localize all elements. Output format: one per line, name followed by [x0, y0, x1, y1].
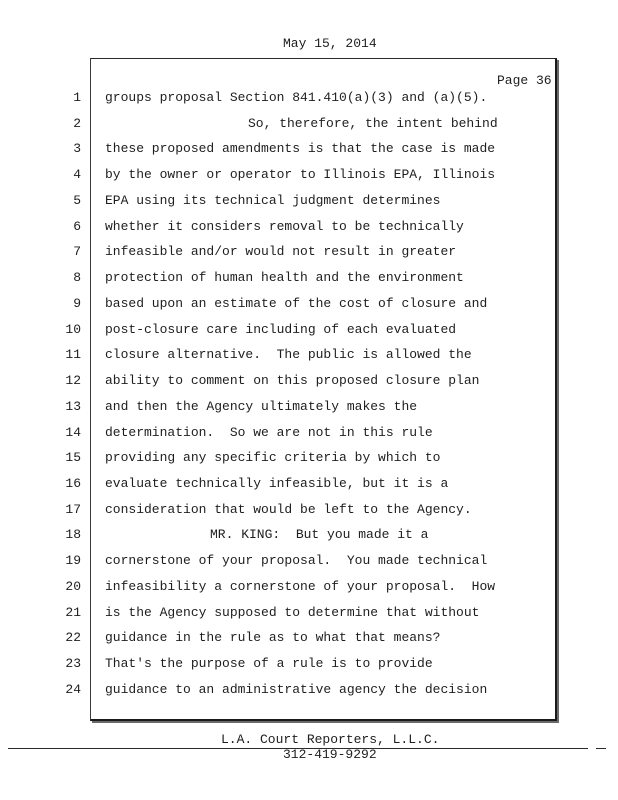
line-text: is the Agency supposed to determine that without	[105, 604, 480, 620]
line-number: 14	[65, 424, 81, 440]
line-number: 23	[65, 656, 81, 672]
line-text: evaluate technically infeasible, but it is a	[105, 476, 449, 492]
line-number: 2	[73, 115, 81, 131]
line-text: by the owner or operator to Illinois EPA, Illinois	[105, 167, 496, 183]
line-number: 20	[65, 578, 81, 594]
line-text: whether it considers removal to be technically	[105, 218, 464, 234]
line-number: 8	[73, 270, 81, 286]
line-number: 5	[73, 192, 81, 208]
line-text: consideration that would be left to the Agency.	[105, 501, 472, 517]
line-number: 16	[65, 476, 81, 492]
transcript-line	[60, 291, 550, 317]
footer-divider-end	[596, 748, 606, 749]
line-text: infeasible and/or would not result in greater	[105, 244, 457, 260]
line-text: determination. So we are not in this rule	[105, 424, 433, 440]
transcript-line	[60, 574, 550, 600]
transcript-line	[60, 162, 550, 188]
transcript-line	[60, 239, 550, 265]
transcript-line	[60, 420, 550, 446]
line-text: guidance in the rule as to what that means?	[105, 630, 441, 646]
transcript-date: May 15, 2014	[283, 36, 377, 51]
line-number: 24	[65, 681, 81, 697]
line-number: 12	[65, 373, 81, 389]
transcript-line	[60, 651, 550, 677]
line-number: 21	[65, 604, 81, 620]
transcript-line	[60, 394, 550, 420]
line-number: 13	[65, 398, 81, 414]
transcript-line	[60, 471, 550, 497]
line-text: closure alternative. The public is allowed the	[105, 347, 472, 363]
line-text: guidance to an administrative agency the decision	[105, 681, 488, 697]
transcript-line	[60, 445, 550, 471]
line-number: 4	[73, 167, 81, 183]
line-number: 15	[65, 450, 81, 466]
line-text: ability to comment on this proposed closure plan	[105, 373, 480, 389]
line-text: That's the purpose of a rule is to provide	[105, 656, 433, 672]
transcript-line	[60, 342, 550, 368]
transcript-line	[60, 111, 550, 137]
line-text: So, therefore, the intent behind	[248, 115, 498, 131]
line-text: MR. KING: But you made it a	[210, 527, 429, 543]
transcript-line	[60, 368, 550, 394]
line-text: groups proposal Section 841.410(a)(3) and (a)(5).	[105, 90, 488, 105]
line-number: 18	[65, 527, 81, 543]
transcript-lines	[60, 85, 550, 703]
line-text: EPA using its technical judgment determines	[105, 192, 441, 208]
line-number: 3	[73, 141, 81, 157]
line-text: post-closure care including of each evaluated	[105, 321, 457, 337]
page-number-label: Page 36	[497, 73, 552, 88]
transcript-line	[60, 136, 550, 162]
transcript-line	[60, 317, 550, 343]
transcript-line	[60, 497, 550, 523]
transcript-line	[60, 265, 550, 291]
line-number: 1	[73, 90, 81, 105]
transcript-line	[60, 625, 550, 651]
line-number: 9	[73, 295, 81, 311]
line-text: protection of human health and the environment	[105, 270, 464, 286]
transcript-line	[60, 522, 550, 548]
line-number: 22	[65, 630, 81, 646]
line-number: 19	[65, 553, 81, 569]
line-text: providing any specific criteria by which to	[105, 450, 441, 466]
line-number: 11	[65, 347, 81, 363]
line-text: infeasibility a cornerstone of your proposal. How	[105, 578, 496, 594]
transcript-line	[60, 85, 550, 111]
line-number: 7	[73, 244, 81, 260]
line-number: 10	[65, 321, 81, 337]
court-reporter-phone: 312-419-9292	[283, 747, 377, 762]
line-number: 17	[65, 501, 81, 517]
court-reporter-name: L.A. Court Reporters, L.L.C.	[221, 732, 440, 747]
line-text: and then the Agency ultimately makes the	[105, 398, 418, 414]
transcript-line	[60, 600, 550, 626]
transcript-line	[60, 188, 550, 214]
line-text: these proposed amendments is that the case is made	[105, 141, 496, 157]
line-number: 6	[73, 218, 81, 234]
line-text: cornerstone of your proposal. You made technical	[105, 553, 488, 569]
transcript-line	[60, 548, 550, 574]
line-text: based upon an estimate of the cost of closure and	[105, 295, 488, 311]
transcript-line	[60, 677, 550, 703]
transcript-line	[60, 214, 550, 240]
